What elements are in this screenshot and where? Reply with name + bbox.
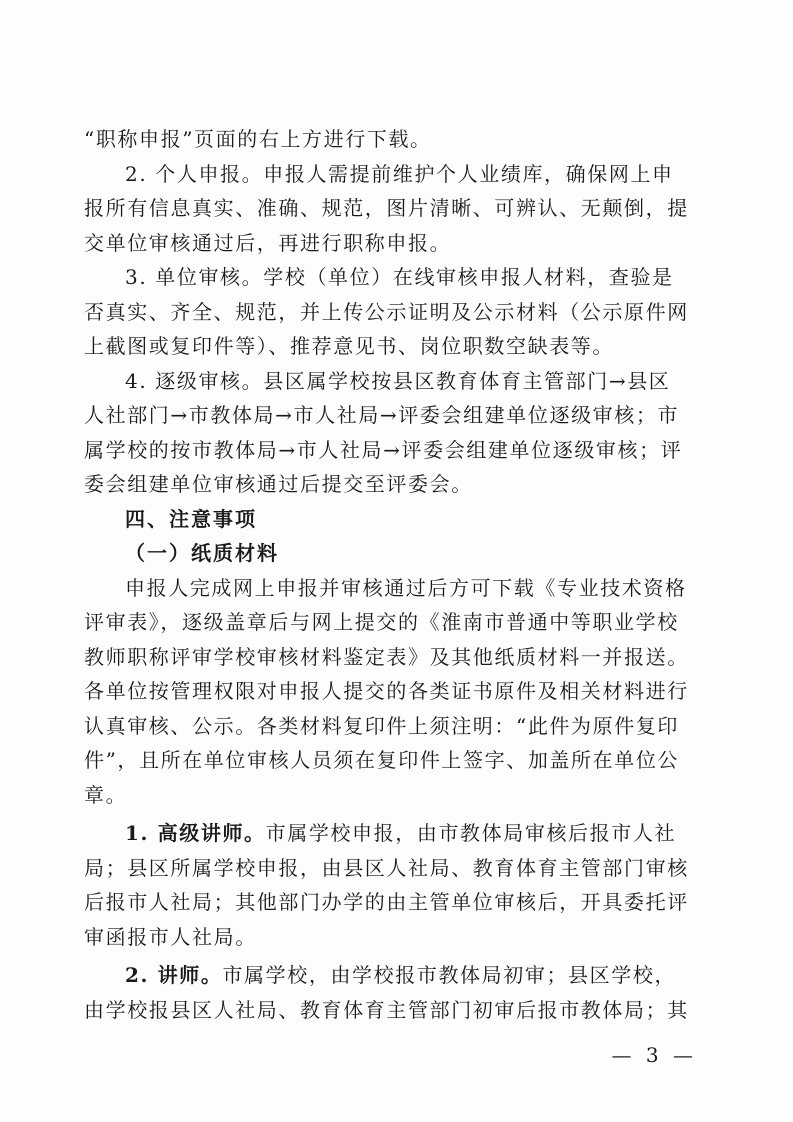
text-line: 局；县区所属学校申报，由县区人社局、教育体育主管部门审核 — [84, 855, 689, 880]
text-line: 各单位按管理权限对申报人提交的各类证书原件及相关材料进行 — [84, 679, 689, 703]
text-line: 否真实、齐全、规范，并上传公示证明及公示材料（公示原件网 — [84, 299, 689, 324]
text-line — [84, 958, 704, 993]
paragraph-paper-materials — [84, 571, 704, 813]
text-line: “职称申报”页面的右上方进行下载。 — [84, 127, 432, 151]
text-line: 委会组建单位审核通过后提交至评委会。 — [84, 472, 473, 496]
text-line: 3. 单位审核。学校（单位）在线审核申报人材料，查验是 — [125, 265, 674, 289]
text-line: 审函报市人社局。 — [84, 924, 257, 949]
text-line: 后报市人社局；其他部门办学的由主管单位审核后，开具委托评 — [84, 890, 689, 914]
page-number: — 3 — — [611, 1043, 697, 1067]
item-text: 市属学校，由学校报市教体局初审；县区学校， — [222, 963, 677, 987]
text-line: 报所有信息真实、准确、规范，图片清晰、可辨认、无颠倒，提 — [84, 196, 689, 220]
text-line: 评审表》，逐级盖章后与网上提交的《淮南市普通中等职业学校 — [84, 610, 679, 634]
text-line — [84, 816, 704, 851]
text-line: 人社部门→市教体局→市人社局→评委会组建单位逐级审核；市 — [84, 403, 680, 427]
text-line: 件”，且所在单位审核人员须在复印件上签字、加盖所在单位公 — [84, 748, 680, 772]
paragraph-senior-lecturer — [84, 816, 704, 954]
item-lead: 2. 讲师。 — [125, 963, 223, 987]
text-line: 属学校的按市教体局→市人社局→评委会组建单位逐级审核；评 — [84, 437, 683, 462]
text-line: 2. 个人申报。申报人需提前维护个人业绩库，确保网上申 — [125, 161, 674, 186]
text-line: 教师职称评审学校审核材料鉴定表》及其他纸质材料一并报送。 — [84, 644, 689, 669]
text-line: 由学校报县区人社局、教育体育主管部门初审后报市教体局；其 — [84, 997, 689, 1022]
text-line: 认真审核、公示。各类材料复印件上须注明：“此件为原件复印 — [84, 713, 680, 738]
paragraph-lecturer — [84, 958, 704, 1027]
text-line: 上截图或复印件等）、推荐意见书、岗位职数空缺表等。 — [84, 334, 614, 358]
text-line: 4. 逐级审核。县区属学校按县区教育体育主管部门→县区 — [125, 368, 671, 393]
text-line: 章。 — [84, 782, 128, 807]
text-line: 申报人完成网上申报并审核通过后方可下载《专业技术资格 — [125, 575, 687, 600]
item-lead: 1. 高级讲师。 — [125, 821, 266, 845]
subsection-heading: （一）纸质材料 — [125, 541, 279, 565]
section-heading: 四、注意事项 — [125, 506, 257, 531]
paragraph-step-review — [84, 364, 704, 502]
document-body — [84, 122, 704, 1027]
paragraph-personal-application — [84, 157, 704, 261]
item-text: 市属学校申报，由市教体局审核后报市人社 — [265, 821, 677, 845]
text-line: 交单位审核通过后，再进行职称申报。 — [84, 230, 452, 255]
paragraph-unit-review — [84, 260, 704, 364]
